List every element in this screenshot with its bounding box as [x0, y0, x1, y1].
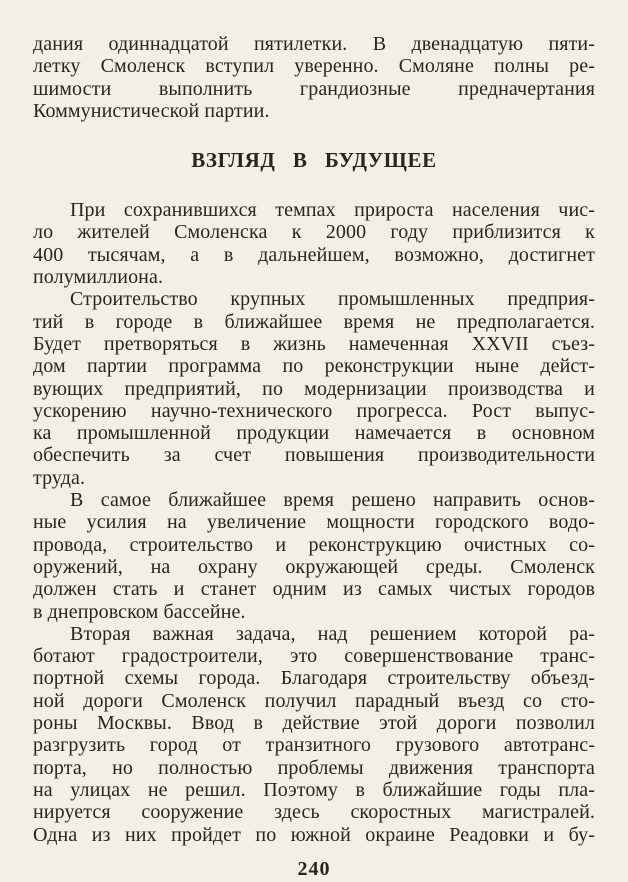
text-line: на улицах не решил. Поэтому в ближайшие годы пла-: [33, 778, 595, 801]
text-line: полумиллиона.: [33, 266, 164, 289]
text-line: ботают градостроители, это совершенствование транс-: [33, 645, 595, 668]
text-line: разгрузить город от транзитного грузового автотранс-: [33, 734, 595, 757]
text-line: Коммунистической партии.: [33, 99, 270, 122]
text-line: вующих предприятий, по модернизации производства и: [33, 377, 595, 400]
text-line: В самое ближайшее время решено направить основ-: [70, 489, 595, 512]
lead-text: [33, 33, 595, 122]
text-line: роны Москвы. Ввод в действие этой дороги позволил: [33, 712, 595, 735]
paragraph: [33, 33, 595, 122]
page-number: 240: [297, 857, 331, 880]
text-line: ной дороги Смоленск получил парадный въезд со сто-: [33, 689, 595, 712]
text-line: Вторая важная задача, над решением которой ра-: [70, 622, 595, 645]
text-line: в днепровском бассейне.: [33, 600, 246, 623]
paragraph: [33, 199, 595, 288]
paragraph: [33, 489, 595, 623]
text-line: труда.: [33, 466, 86, 489]
text-line: Строительство крупных промышленных предприя-: [70, 288, 595, 311]
text-line: ные усилия на увеличение мощности городского водо-: [33, 511, 595, 534]
text-line: ло жителей Смоленска к 2000 году приблизится к: [33, 221, 595, 244]
text-line: 400 тысячам, а в дальнейшем, возможно, достигнет: [33, 243, 595, 266]
text-line: ускорению научно-технического прогресса. Рост выпус-: [33, 399, 595, 422]
text-line: При сохранившихся темпах прироста населения чис-: [70, 199, 595, 222]
text-line: Одна из них пройдет по южной окраине Реадовки и бу-: [33, 823, 595, 846]
text-line: должен стать и станет одним из самых чистых городов: [33, 578, 595, 601]
text-line: дания одиннадцатой пятилетки. В двенадцатую пяти-: [33, 33, 595, 55]
text-line: оружений, на охрану окружающей среды. Смоленск: [33, 555, 595, 578]
text-line: нируется сооружение здесь скоростных магистралей.: [33, 801, 595, 824]
text-line: Будет претворяться в жизнь намеченная XXVII съез-: [33, 332, 595, 355]
text-line: дом партии программа по реконструкции ныне дейст-: [33, 355, 595, 378]
text-line: портной схемы города. Благодаря строительству объезд-: [33, 667, 595, 690]
paragraph: [33, 623, 595, 846]
text-line: летку Смоленск вступил уверенно. Смоляне полны ре-: [33, 55, 595, 78]
body-text: [33, 199, 595, 846]
text-line: провода, строительство и реконструкцию очистных со-: [33, 533, 595, 556]
text-line: тий в городе в ближайшее время не предполагается.: [33, 310, 595, 333]
text-line: шимости выполнить грандиозные предначертания: [33, 77, 595, 100]
section-heading: ВЗГЛЯД В БУДУЩЕЕ: [191, 148, 437, 173]
text-line: обеспечить за счет повышения производительности: [33, 444, 595, 467]
paragraph: [33, 288, 595, 489]
text-line: порта, но полностью проблемы движения транспорта: [33, 756, 595, 779]
text-line: ка промышленной продукции намечается в основном: [33, 422, 595, 445]
